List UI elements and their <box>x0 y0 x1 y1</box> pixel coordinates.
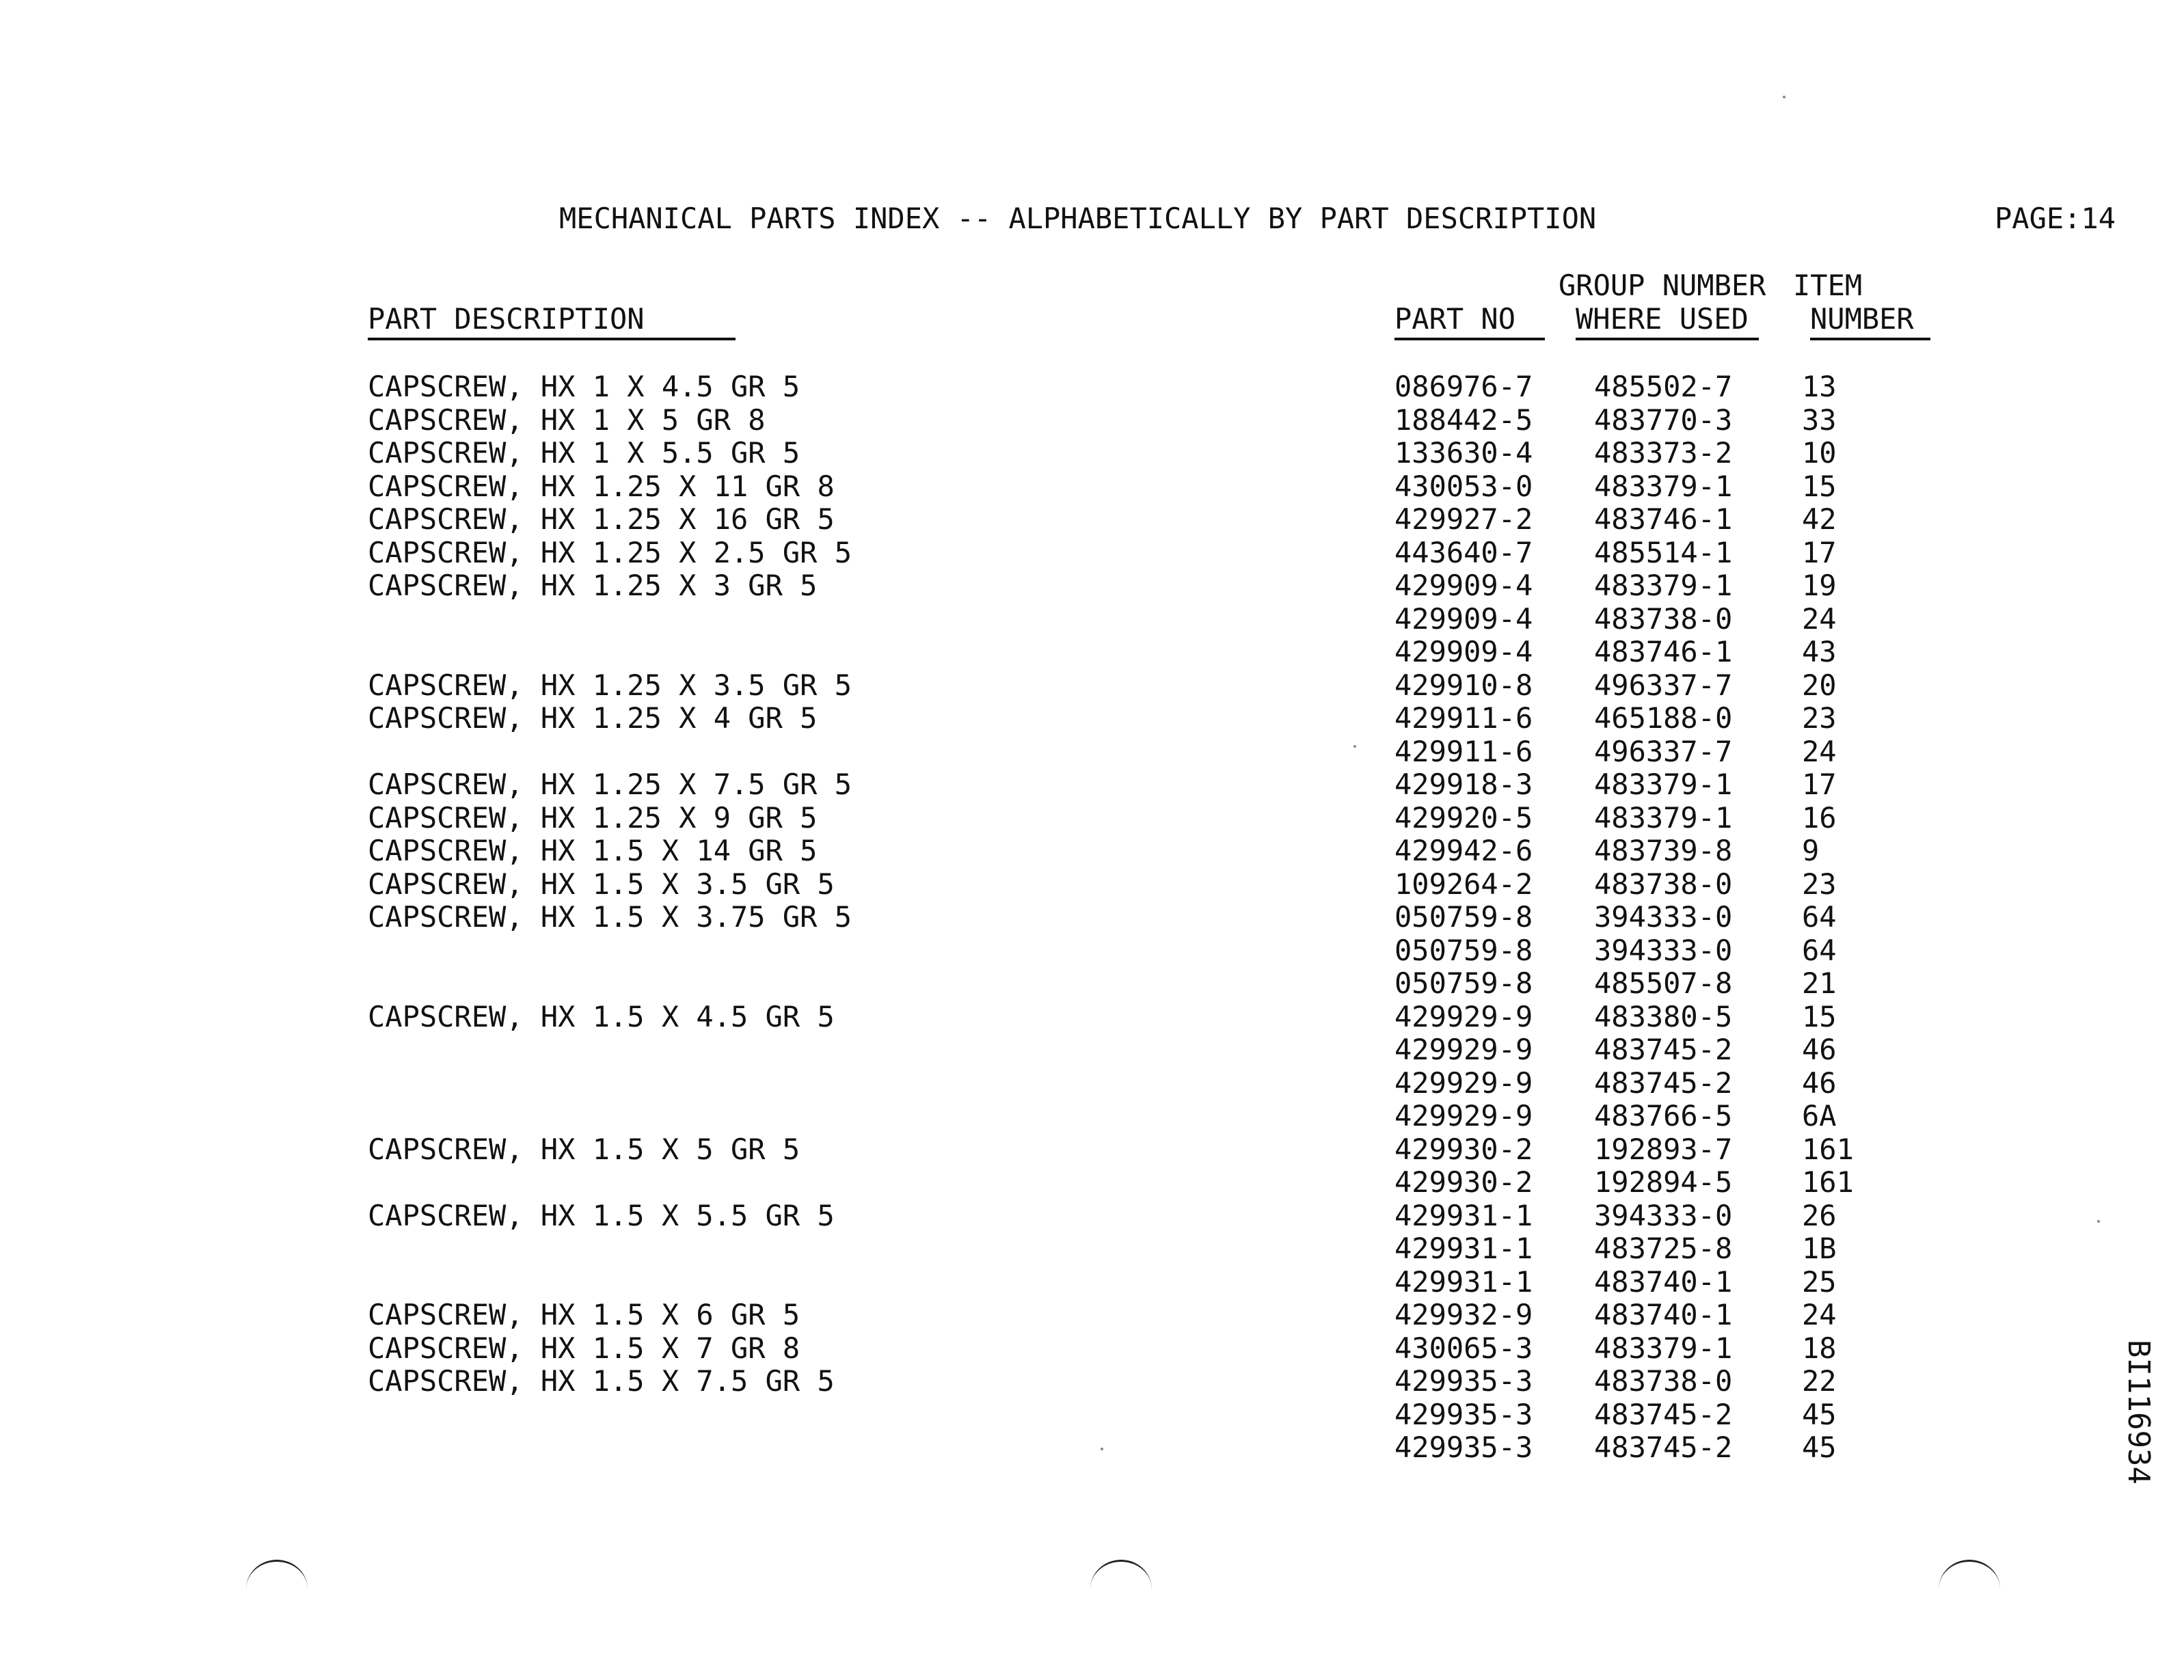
item-number-cell: 64 <box>1802 900 1837 934</box>
table-row <box>0 1200 2184 1233</box>
table-row <box>0 768 2184 802</box>
group-number-cell: 496337-7 <box>1594 734 1733 768</box>
item-number-cell: 46 <box>1802 1033 1837 1066</box>
item-number-cell: 10 <box>1802 436 1837 470</box>
part-no-cell: 429909-4 <box>1394 635 1533 668</box>
scan-speck <box>2097 1220 2100 1223</box>
table-row <box>0 702 2184 735</box>
item-number-cell: 16 <box>1802 800 1837 835</box>
part-no-cell: 429920-5 <box>1394 800 1533 835</box>
group-number-cell: 394333-0 <box>1594 933 1733 967</box>
part-no-cell: 429935-3 <box>1394 1431 1533 1464</box>
part-description-cell: CAPSCREW, HX 1.5 X 7 GR 8 <box>368 1331 800 1365</box>
part-no-cell: 429918-3 <box>1394 768 1533 801</box>
part-no-cell: 429935-3 <box>1394 1364 1533 1398</box>
item-number-cell: 46 <box>1802 1066 1837 1100</box>
item-number-cell: 42 <box>1802 502 1837 536</box>
part-description-cell: CAPSCREW, HX 1.5 X 14 GR 5 <box>368 834 818 867</box>
punch-hole-mark <box>246 1560 308 1589</box>
column-header-part-no: PART NO <box>1394 302 1516 336</box>
part-no-cell: 429911-6 <box>1394 701 1533 735</box>
table-row <box>0 1266 2184 1299</box>
part-no-cell: 050759-8 <box>1394 966 1533 1000</box>
part-no-cell: 429927-2 <box>1394 502 1533 536</box>
part-no-cell: 429929-9 <box>1394 1033 1533 1066</box>
part-description-cell: CAPSCREW, HX 1.25 X 4 GR 5 <box>368 701 818 735</box>
part-no-cell: 429942-6 <box>1394 834 1533 867</box>
group-number-cell: 483740-1 <box>1594 1264 1733 1299</box>
group-number-cell: 485502-7 <box>1594 370 1733 403</box>
part-description-cell: CAPSCREW, HX 1.25 X 2.5 GR 5 <box>368 535 852 569</box>
group-number-cell: 496337-7 <box>1594 668 1733 702</box>
item-number-cell: 13 <box>1802 370 1837 403</box>
group-number-cell: 483380-5 <box>1594 999 1733 1033</box>
group-number-cell: 483740-1 <box>1594 1298 1733 1331</box>
table-row <box>0 537 2184 570</box>
part-description-cell: CAPSCREW, HX 1.25 X 11 GR 8 <box>368 469 835 503</box>
item-number-cell: 24 <box>1802 601 1837 636</box>
scan-speck <box>1783 96 1785 98</box>
part-description-cell: CAPSCREW, HX 1.5 X 3.5 GR 5 <box>368 867 835 901</box>
group-number-cell: 483379-1 <box>1594 569 1733 602</box>
table-row <box>0 404 2184 437</box>
table-row <box>0 569 2184 603</box>
part-no-cell: 429935-3 <box>1394 1397 1533 1431</box>
part-description-cell: CAPSCREW, HX 1 X 5 GR 8 <box>368 403 766 437</box>
item-number-cell: 6A <box>1802 1099 1837 1133</box>
group-number-cell: 483746-1 <box>1594 502 1733 536</box>
part-no-cell: 429931-1 <box>1394 1232 1533 1265</box>
group-number-cell: 485507-8 <box>1594 966 1733 1000</box>
column-header-underline <box>1394 338 1545 340</box>
item-number-cell: 15 <box>1802 469 1837 503</box>
part-description-cell: CAPSCREW, HX 1.5 X 5 GR 5 <box>368 1132 800 1166</box>
part-no-cell: 429911-6 <box>1394 734 1533 768</box>
item-number-cell: 24 <box>1802 1298 1837 1331</box>
item-number-cell: 22 <box>1802 1364 1837 1398</box>
group-number-cell: 394333-0 <box>1594 1198 1733 1232</box>
part-no-cell: 050759-8 <box>1394 900 1533 934</box>
part-no-cell: 109264-2 <box>1394 867 1533 901</box>
group-number-cell: 483746-1 <box>1594 635 1733 668</box>
part-no-cell: 429929-9 <box>1394 1066 1533 1100</box>
part-no-cell: 188442-5 <box>1394 403 1533 437</box>
item-number-cell: 25 <box>1802 1264 1837 1299</box>
group-number-cell: 483379-1 <box>1594 800 1733 835</box>
part-description-cell: CAPSCREW, HX 1.5 X 5.5 GR 5 <box>368 1198 835 1232</box>
table-row <box>0 1398 2184 1432</box>
table-row <box>0 1001 2184 1034</box>
group-number-cell: 483745-2 <box>1594 1066 1733 1100</box>
group-number-cell: 483379-1 <box>1594 1331 1733 1365</box>
table-row <box>0 1133 2184 1167</box>
item-number-cell: 24 <box>1802 734 1837 768</box>
part-no-cell: 086976-7 <box>1394 370 1533 403</box>
table-row <box>0 470 2184 504</box>
group-number-cell: 483379-1 <box>1594 469 1733 503</box>
group-number-cell: 483738-0 <box>1594 867 1733 901</box>
group-number-cell: 485514-1 <box>1594 535 1733 569</box>
page-title: MECHANICAL PARTS INDEX -- ALPHABETICALLY BY PART DESCRIPTION <box>559 202 1597 235</box>
column-header-item-line1: ITEM <box>1793 269 1863 302</box>
item-number-cell: 161 <box>1802 1165 1854 1199</box>
part-no-cell: 429910-8 <box>1394 668 1533 702</box>
table-row <box>0 868 2184 902</box>
table-row <box>0 934 2184 968</box>
table-row <box>0 1033 2184 1067</box>
item-number-cell: 18 <box>1802 1331 1837 1365</box>
group-number-cell: 483373-2 <box>1594 436 1733 470</box>
parts-table <box>0 370 2184 1465</box>
column-header-item-line2: NUMBER <box>1810 302 1914 336</box>
column-header-group-line1: GROUP NUMBER <box>1559 269 1766 302</box>
group-number-cell: 483739-8 <box>1594 834 1733 867</box>
table-row <box>0 1232 2184 1266</box>
table-row <box>0 437 2184 470</box>
group-number-cell: 394333-0 <box>1594 900 1733 934</box>
table-row <box>0 1166 2184 1200</box>
group-number-cell: 483738-0 <box>1594 601 1733 636</box>
table-row <box>0 603 2184 636</box>
table-row <box>0 967 2184 1001</box>
table-row <box>0 503 2184 537</box>
table-row <box>0 901 2184 934</box>
item-number-cell: 161 <box>1802 1132 1854 1166</box>
part-no-cell: 429932-9 <box>1394 1298 1533 1331</box>
group-number-cell: 483770-3 <box>1594 403 1733 437</box>
part-description-cell: CAPSCREW, HX 1.5 X 7.5 GR 5 <box>368 1364 835 1398</box>
scan-speck <box>1101 1448 1103 1450</box>
part-no-cell: 429930-2 <box>1394 1165 1533 1199</box>
item-number-cell: 17 <box>1802 535 1837 569</box>
document-code: BI116934 <box>2121 1340 2156 1485</box>
group-number-cell: 483745-2 <box>1594 1033 1733 1066</box>
group-number-cell: 483379-1 <box>1594 768 1733 801</box>
table-row <box>0 1067 2184 1100</box>
item-number-cell: 26 <box>1802 1198 1837 1232</box>
part-no-cell: 429909-4 <box>1394 601 1533 636</box>
punch-hole-mark <box>1090 1560 1152 1589</box>
item-number-cell: 43 <box>1802 635 1837 668</box>
item-number-cell: 17 <box>1802 768 1837 801</box>
item-number-cell: 20 <box>1802 668 1837 702</box>
group-number-cell: 483738-0 <box>1594 1364 1733 1398</box>
item-number-cell: 33 <box>1802 403 1837 437</box>
part-no-cell: 430065-3 <box>1394 1331 1533 1365</box>
item-number-cell: 15 <box>1802 999 1837 1033</box>
group-number-cell: 192894-5 <box>1594 1165 1733 1199</box>
part-no-cell: 429909-4 <box>1394 569 1533 602</box>
group-number-cell: 483725-8 <box>1594 1232 1733 1265</box>
table-row <box>0 1365 2184 1398</box>
item-number-cell: 45 <box>1802 1397 1837 1431</box>
item-number-cell: 23 <box>1802 867 1837 901</box>
part-description-cell: CAPSCREW, HX 1.5 X 3.75 GR 5 <box>368 900 852 934</box>
column-header-group-line2: WHERE USED <box>1576 302 1749 336</box>
item-number-cell: 45 <box>1802 1431 1837 1464</box>
group-number-cell: 483745-2 <box>1594 1431 1733 1464</box>
part-no-cell: 429929-9 <box>1394 1099 1533 1133</box>
group-number-cell: 483766-5 <box>1594 1099 1733 1133</box>
part-description-cell: CAPSCREW, HX 1 X 4.5 GR 5 <box>368 370 800 403</box>
column-header-underline <box>1810 338 1930 340</box>
part-description-cell: CAPSCREW, HX 1 X 5.5 GR 5 <box>368 436 800 470</box>
part-description-cell: CAPSCREW, HX 1.25 X 16 GR 5 <box>368 502 835 536</box>
punch-hole-mark <box>1939 1560 2000 1589</box>
part-description-cell: CAPSCREW, HX 1.5 X 4.5 GR 5 <box>368 999 835 1033</box>
table-row <box>0 1332 2184 1366</box>
table-row <box>0 1100 2184 1133</box>
part-no-cell: 429929-9 <box>1394 999 1533 1033</box>
part-description-cell: CAPSCREW, HX 1.25 X 3 GR 5 <box>368 569 818 602</box>
group-number-cell: 483745-2 <box>1594 1397 1733 1431</box>
part-no-cell: 050759-8 <box>1394 933 1533 967</box>
table-row <box>0 370 2184 404</box>
part-no-cell: 133630-4 <box>1394 436 1533 470</box>
part-no-cell: 429931-1 <box>1394 1198 1533 1232</box>
column-header-underline <box>368 338 736 340</box>
item-number-cell: 19 <box>1802 569 1837 602</box>
page-number: PAGE:14 <box>1995 202 2116 235</box>
part-no-cell: 430053-0 <box>1394 469 1533 503</box>
item-number-cell: 1B <box>1802 1232 1837 1265</box>
table-row <box>0 669 2184 703</box>
table-row <box>0 735 2184 769</box>
item-number-cell: 9 <box>1802 834 1820 867</box>
table-row <box>0 1431 2184 1465</box>
table-row <box>0 835 2184 868</box>
part-no-cell: 429930-2 <box>1394 1132 1533 1166</box>
part-description-cell: CAPSCREW, HX 1.25 X 9 GR 5 <box>368 800 818 835</box>
group-number-cell: 465188-0 <box>1594 701 1733 735</box>
group-number-cell: 192893-7 <box>1594 1132 1733 1166</box>
table-row <box>0 802 2184 835</box>
part-description-cell: CAPSCREW, HX 1.25 X 3.5 GR 5 <box>368 668 852 702</box>
table-row <box>0 636 2184 669</box>
part-description-cell: CAPSCREW, HX 1.25 X 7.5 GR 5 <box>368 768 852 801</box>
item-number-cell: 64 <box>1802 933 1837 967</box>
scan-speck <box>1353 745 1356 748</box>
part-no-cell: 443640-7 <box>1394 535 1533 569</box>
part-no-cell: 429931-1 <box>1394 1264 1533 1299</box>
column-header-underline <box>1576 338 1759 340</box>
column-header-part-description: PART DESCRIPTION <box>368 302 645 336</box>
table-row <box>0 1299 2184 1332</box>
item-number-cell: 21 <box>1802 966 1837 1000</box>
item-number-cell: 23 <box>1802 701 1837 735</box>
part-description-cell: CAPSCREW, HX 1.5 X 6 GR 5 <box>368 1298 800 1331</box>
